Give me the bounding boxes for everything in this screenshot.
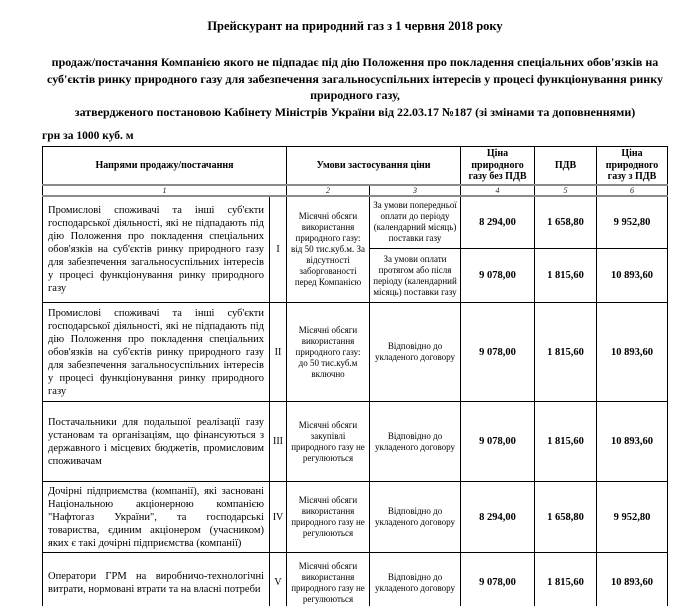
column-number-3: 3	[370, 185, 461, 196]
column-number-6: 6	[597, 185, 668, 196]
table-header-row	[43, 147, 668, 185]
row-3-price-no-vat: 9 078,00	[461, 402, 535, 482]
table-row-1a	[43, 196, 668, 249]
row-4-volume-condition: Місячні обсяги використання природного газу не регулюються	[287, 482, 370, 553]
row-3-description: Постачальники для подальшої реалізації газу установам та організаціям, що фінансуються з державного і місцевих бюджетів, промисловим споживачам	[43, 402, 270, 482]
table-row-3	[43, 402, 668, 482]
row-4-numeral: IV	[270, 482, 287, 553]
table-row-5	[43, 553, 668, 606]
row-5-price-no-vat: 9 078,00	[461, 553, 535, 606]
row-4-payment-condition: Відповідно до укладеного договору	[370, 482, 461, 553]
row-3-volume-condition: Місячні обсяги закупівлі природного газу не регулюються	[287, 402, 370, 482]
row-2-price-no-vat: 9 078,00	[461, 303, 535, 402]
row-5-price-with-vat: 10 893,60	[597, 553, 668, 606]
row-1-numeral: I	[270, 196, 287, 303]
row-4-vat: 1 658,80	[535, 482, 597, 553]
table-row-2	[43, 303, 668, 402]
column-number-5: 5	[535, 185, 597, 196]
row-1a-price-with-vat: 9 952,80	[597, 196, 668, 249]
row-3-payment-condition: Відповідно до укладеного договору	[370, 402, 461, 482]
row-5-numeral: V	[270, 553, 287, 606]
header-price-no-vat: Ціна природного газу без ПДВ	[461, 147, 535, 185]
row-2-vat: 1 815,60	[535, 303, 597, 402]
subtitle-line-2: затвердженого постановою Кабінету Міністрів України від 22.03.17 №187 (зі змінами та доповненнями)	[74, 104, 636, 119]
row-2-payment-condition: Відповідно до укладеного договору	[370, 303, 461, 402]
row-3-numeral: III	[270, 402, 287, 482]
row-5-vat: 1 815,60	[535, 553, 597, 606]
row-4-price-no-vat: 8 294,00	[461, 482, 535, 553]
unit-note: грн за 1000 куб. м	[42, 130, 134, 142]
column-number-1: 1	[43, 185, 287, 196]
header-vat: ПДВ	[535, 147, 597, 185]
row-1b-price-with-vat: 10 893,60	[597, 249, 668, 303]
document-subtitle	[46, 54, 664, 120]
row-1a-price-no-vat: 8 294,00	[461, 196, 535, 249]
row-2-price-with-vat: 10 893,60	[597, 303, 668, 402]
row-1b-payment-condition: За умови оплати протягом або після періоду (календарний місяць) поставки газу	[370, 249, 461, 303]
column-number-4: 4	[461, 185, 535, 196]
row-1b-price-no-vat: 9 078,00	[461, 249, 535, 303]
row-5-description: Оператори ГРМ на виробничо-технологічні витрати, нормовані втрати та на власні потреби	[43, 553, 270, 606]
row-1a-vat: 1 658,80	[535, 196, 597, 249]
row-2-description: Промислові споживачі та інші суб'єкти господарської діяльності, які не підпадають під дію Положення про покладення спеціальних обов'язків на суб'єктів ринку природного газу для забезпечення загальносуспільних інтересів у процесі функціонування ринку природного газу	[43, 303, 270, 402]
price-table	[42, 146, 668, 606]
document-title: Прейскурант на природний газ з 1 червня 2018 року	[207, 19, 503, 33]
row-3-price-with-vat: 10 893,60	[597, 402, 668, 482]
row-2-numeral: II	[270, 303, 287, 402]
row-1-description: Промислові споживачі та інші суб'єкти господарської діяльності, які не підпадають під дію Положення про покладення спеціальних обов'язків на суб'єктів ринку природного газу для забезпечення загальносуспільних інтересів у процесі функціонування ринку природного газу	[43, 196, 270, 303]
column-number-row	[43, 185, 668, 196]
table-row-4	[43, 482, 668, 553]
row-4-description: Дочірні підприємства (компанії), які засновані Національною акціонерною компанією "Нафтогаз України", та господарські товариства, єдиним акціонером (учасником) яких є такі дочірні підприємства (компанії)	[43, 482, 270, 553]
header-conditions: Умови застосування ціни	[287, 147, 461, 185]
row-1b-vat: 1 815,60	[535, 249, 597, 303]
row-5-payment-condition: Відповідно до укладеного договору	[370, 553, 461, 606]
header-directions: Напрями продажу/постачання	[43, 147, 287, 185]
row-1a-payment-condition: За умови попередньої оплати до періоду (календарний місяць) поставки газу	[370, 196, 461, 249]
row-2-volume-condition: Місячні обсяги використання природного газу: до 50 тис.куб.м включно	[287, 303, 370, 402]
row-1-volume-condition: Місячні обсяги використання природного газу: від 50 тис.куб.м. За відсутності заборгованості перед Компанією	[287, 196, 370, 303]
row-5-volume-condition: Місячні обсяги використання природного газу не регулюються	[287, 553, 370, 606]
row-3-vat: 1 815,60	[535, 402, 597, 482]
subtitle-line-1: продаж/постачання Компанією якого не підпадає під дію Положення про покладення спеціальних обов'язків на суб'єктів ринку природного газу для забезпечення загальносуспільних інтересів у процесі функціонування ринку природного газу,	[47, 55, 663, 102]
header-price-with-vat: Ціна природного газу з ПДВ	[597, 147, 668, 185]
column-number-2: 2	[287, 185, 370, 196]
row-4-price-with-vat: 9 952,80	[597, 482, 668, 553]
